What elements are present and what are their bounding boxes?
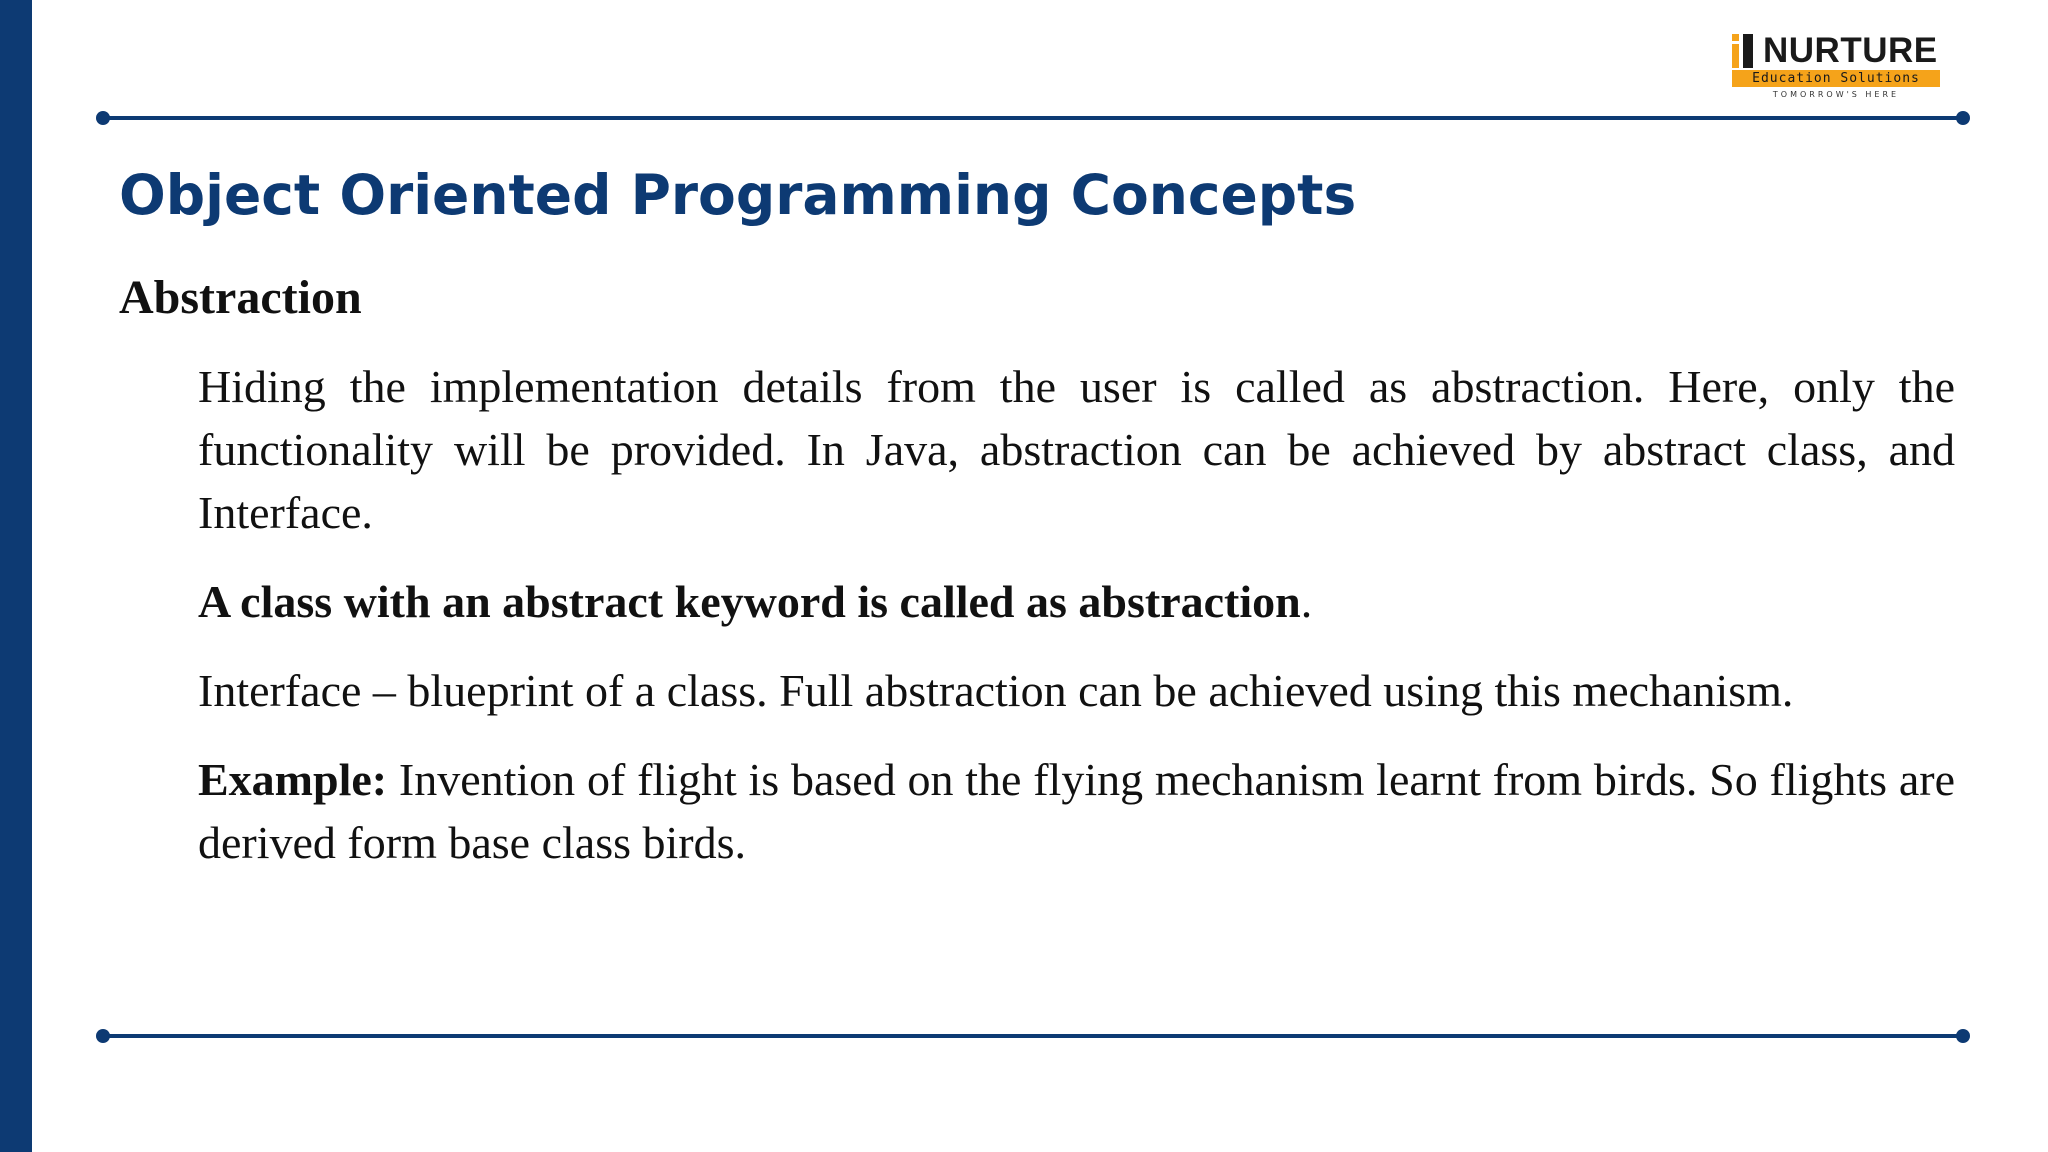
example-label: Example: (198, 754, 388, 805)
brand-subtitle: Education Solutions (1732, 70, 1940, 87)
bottom-divider (103, 1034, 1963, 1038)
page-title: Object Oriented Programming Concepts (119, 163, 1357, 227)
brand-logo (1732, 26, 1942, 106)
abstract-keyword-tail: . (1300, 576, 1313, 627)
left-accent-bar (0, 0, 32, 1152)
logo-icon (1732, 34, 1760, 68)
abstract-keyword-bold-text: A class with an abstract keyword is called as abstraction (198, 576, 1301, 627)
brand-name: NURTURE (1763, 31, 1938, 70)
example-text: Invention of flight is based on the flying mechanism learnt from birds. So flights are derived form base class birds. (198, 754, 1955, 868)
logo-wordmark (1732, 26, 1938, 68)
brand-tagline: TOMORROW'S HERE (1772, 90, 1900, 99)
interface-paragraph: Interface – blueprint of a class. Full abstraction can be achieved using this mechanism. (198, 665, 1794, 716)
abstract-keyword-paragraph (198, 570, 1955, 633)
slide-body (198, 355, 1955, 900)
top-divider (103, 116, 1963, 120)
example-paragraph (198, 748, 1955, 874)
section-heading: Abstraction (119, 271, 362, 324)
definition-paragraph: Hiding the implementation details from the user is called as abstraction. Here, only the functionality will be provided. In Java, abstraction can be achieved by abstract class, and Interface. (198, 361, 1955, 538)
